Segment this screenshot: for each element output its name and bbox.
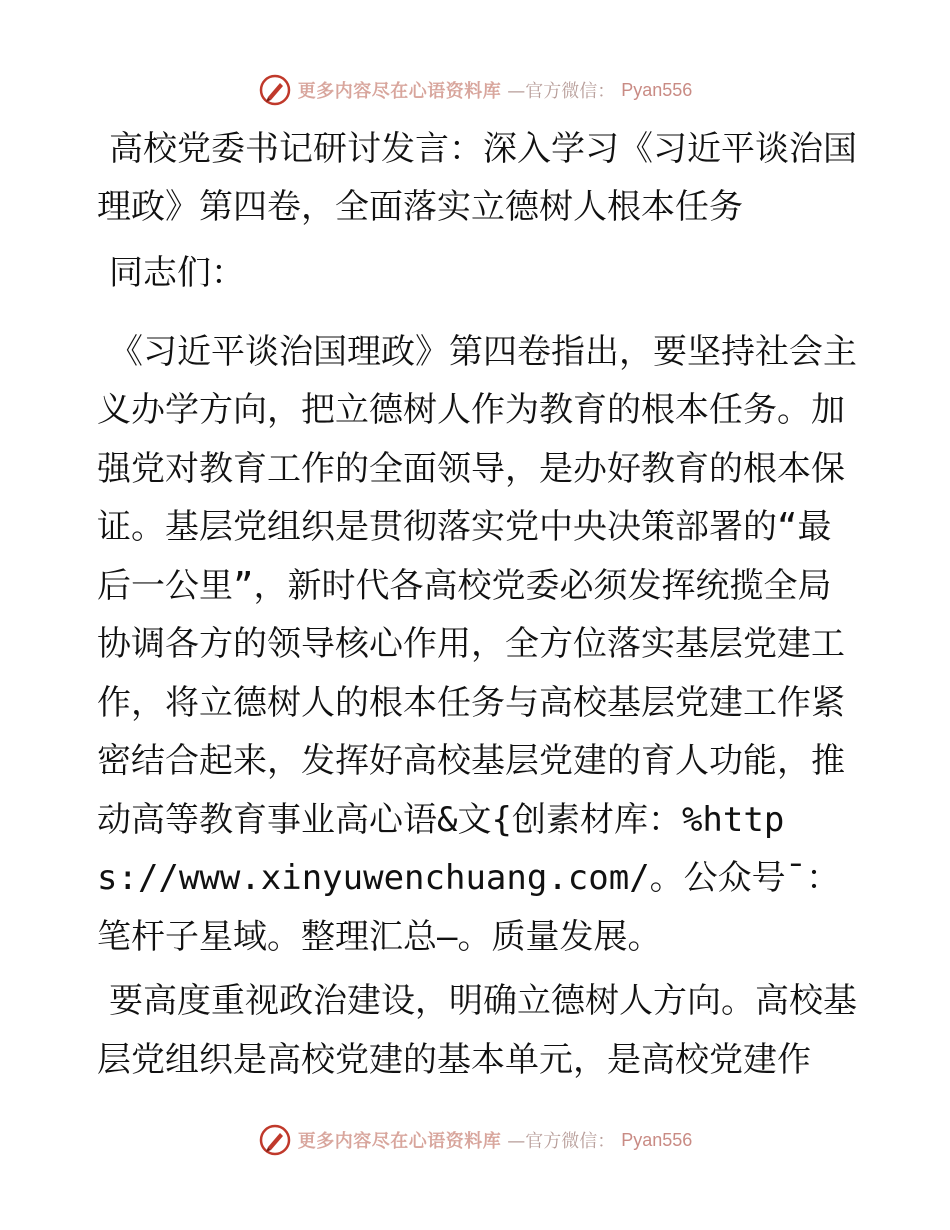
- pen-logo-icon: [258, 73, 292, 107]
- watermark-wechat-id: Pyan556: [621, 79, 693, 100]
- greeting: 同志们：: [109, 253, 245, 293]
- watermark-footer: [0, 1120, 950, 1160]
- pen-logo-icon: [258, 1123, 292, 1157]
- watermark-wechat-id: Pyan556: [621, 1129, 693, 1150]
- watermark-main-text: 更多内容尽在心语资料库: [297, 81, 502, 102]
- document-title: 高校党委书记研讨发言：深入学习《习近平谈治国理政》第四卷，全面落实立德树人根本任务: [97, 129, 857, 227]
- watermark-sub-text: —官方微信：: [507, 1131, 616, 1152]
- watermark-header: [0, 70, 950, 110]
- paragraph-1: 《习近平谈治国理政》第四卷指出，要坚持社会主义办学方向，把立德树人作为教育的根本任务。加强党对教育工作的全面领导，是办好教育的根本保证。基层党组织是贯彻落实党中央决策部署的“最后一公里”，新时代各高校党委必须发挥统揽全局协调各方的领导核心作用，全方位落实基层党建工作，将立德树人的根本任务与高校基层党建工作紧密结合起来，发挥好高校基层党建的育人功能，推动高等教育事业高心语&文{创素材库：%https://www.xinyuwenchuang.com/。公众号¯：笔杆子星域。整理汇总—。质量发展。: [97, 331, 857, 957]
- document-body: [97, 120, 857, 1095]
- paragraph-2: 要高度重视政治建设，明确立德树人方向。高校基层党组织是高校党建的基本单元，是高校党建作: [97, 981, 857, 1080]
- watermark-main-text: 更多内容尽在心语资料库: [297, 1131, 502, 1152]
- watermark-sub-text: —官方微信：: [507, 81, 616, 102]
